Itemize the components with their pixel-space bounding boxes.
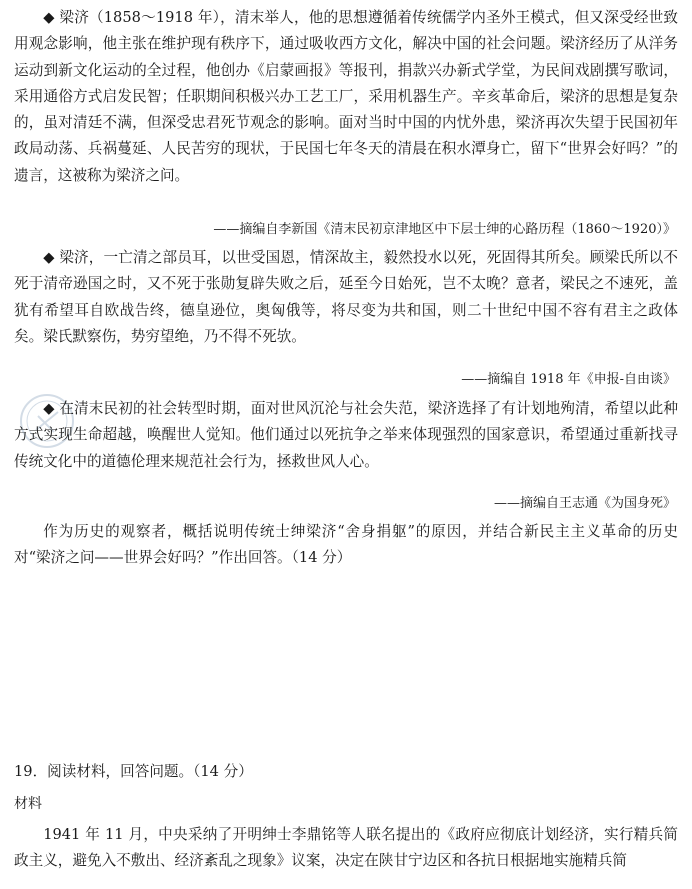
question-19-heading: 19．阅读材料，回答问题。（14 分） bbox=[14, 763, 253, 780]
material-paragraph-4: 1941 年 11 月，中央采纳了开明绅士李鼎铭等人联名提出的《政府应彻底计划经济，实行精兵简政主义，避免入不敷出、经济紊乱之现象》议案，决定在陕甘宁边区和各抗日根据地实施精兵简 bbox=[14, 826, 678, 870]
material-paragraph-3: ◆ 在清末民初的社会转型时期，面对世风沉沦与社会失范，梁济选择了有计划地殉清，希望以此种方式实现生命超越，唤醒世人觉知。他们通过以死抗争之举来体现强烈的国家意识，希望通过重新找寻传统文化中的道德伦理来规范社会行为，拯救世风人心。 bbox=[14, 400, 678, 470]
source-citation-2: ——摘编自 1918 年《申报-自由谈》 bbox=[461, 372, 676, 387]
material-label: 材料 bbox=[14, 796, 42, 812]
question-prompt: 作为历史的观察者，概括说明传统士绅梁济“舍身捐躯”的原因，并结合新民主主义革命的历史对“梁济之问——世界会好吗？”作出回答。（14 分） bbox=[14, 523, 678, 567]
source-citation-3: ——摘编自王志通《为国身死》 bbox=[493, 496, 676, 511]
material-paragraph-1: ◆ 梁济（1858～1918 年），清末举人，他的思想遵循着传统儒学内圣外王模式，但又深受经世致用观念影响，他主张在维护现有秩序下，通过吸收西方文化，解决中国的社会问题。梁济经历了从洋务运动到新文化运动的全过程，他创办《启蒙画报》等报刊，捐款兴办新式学堂，为民间戏剧撰写歌词，采用通俗方式启发民智；任职期间积极兴办工艺工厂，采用机器生产。辛亥革命后，梁济的思想是复杂的，虽对清廷不满，但深受忠君死节观念的影响。面对当时中国的内忧外患，梁济再次失望于民国初年政局动荡、兵祸蔓延、人民苦穷的现状，于民国七年冬天的清晨在积水潭身亡，留下“世界会好吗？”的遗言，这被称为梁济之问。 bbox=[14, 9, 678, 184]
source-citation-1: ——摘编自李新国《清末民初京津地区中下层士绅的心路历程（1860～1920）》 bbox=[213, 222, 676, 237]
material-paragraph-2: ◆ 梁济，一亡清之部员耳，以世受国恩，情深故主，毅然投水以死，死固得其所矣。顾梁氏所以不死于清帝逊国之时，又不死于张勋复辟失败之后，延至今日始死，岂不太晚？意者，梁民之不速死，盖犹有希望耳自欧战告终，德皇逊位，奥匈俄等，将尽变为共和国，则二十世纪中国不容有君主之政体矣。梁氏默察伤，势穷望绝，乃不得不死欤。 bbox=[14, 249, 678, 345]
